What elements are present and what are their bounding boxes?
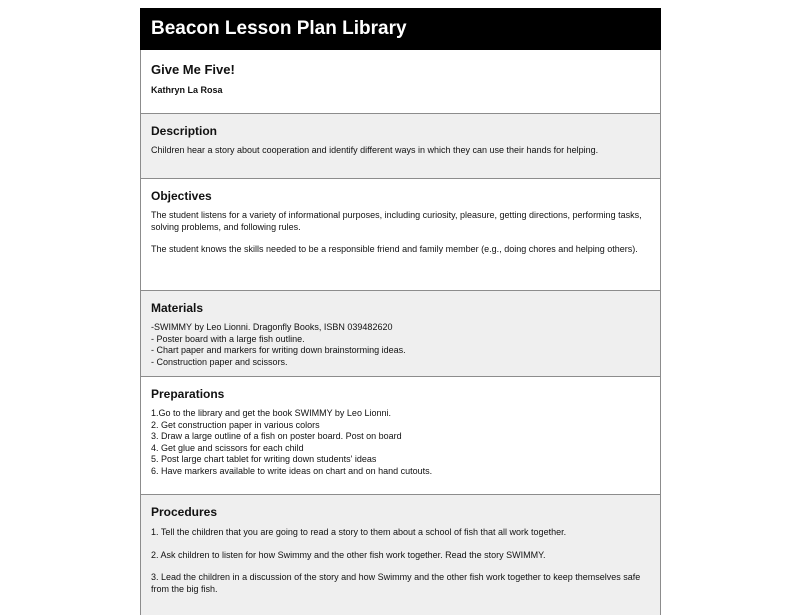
- preparations-heading: Preparations: [151, 387, 225, 401]
- preparations-step: 5. Post large chart tablet for writing down students' ideas: [151, 454, 377, 464]
- procedure-step: 1. Tell the children that you are going to read a story to them about a school of fish that all work together.: [151, 527, 567, 537]
- preparations-step: 6. Have markers available to write ideas on chart and on hand cutouts.: [151, 465, 433, 476]
- preparations-section: [140, 377, 661, 495]
- lesson-author: Kathryn La Rosa: [151, 85, 223, 95]
- description-section: [140, 114, 661, 179]
- description-text: Children hear a story about cooperation and identify different ways in which they can use their hands for helping.: [151, 145, 599, 155]
- preparations-step: 1.Go to the library and get the book SWIMMY by Leo Lionni.: [151, 408, 391, 418]
- preparations-step: 3. Draw a large outline of a fish on poster board. Post on board: [151, 431, 402, 441]
- materials-item: -SWIMMY by Leo Lionni. Dragonfly Books, ISBN 039482620: [151, 322, 393, 332]
- objective-paragraph: The student listens for a variety of informational purposes, including curiosity, pleasure, getting directions, performing tasks, solving problems, and following rules.: [151, 210, 642, 232]
- lesson-title: Give Me Five!: [151, 62, 235, 77]
- objectives-section: [140, 179, 661, 291]
- lesson-plan-page: [140, 8, 661, 615]
- lesson-title-section: [140, 50, 661, 114]
- procedures-heading: Procedures: [151, 505, 218, 519]
- preparations-step: 4. Get glue and scissors for each child: [151, 442, 304, 453]
- objectives-heading: Objectives: [151, 189, 212, 203]
- description-heading: Description: [151, 124, 218, 138]
- materials-section: [140, 291, 661, 377]
- procedure-step: 3. Lead the children in a discussion of the story and how Swimmy and the other fish work together to keep themselves safe from the big fish.: [151, 572, 641, 594]
- materials-item: - Construction paper and scissors.: [151, 356, 288, 367]
- procedures-section: [140, 495, 661, 615]
- materials-item: - Chart paper and markers for writing down brainstorming ideas.: [151, 345, 406, 355]
- preparations-step: 2. Get construction paper in various colors: [151, 419, 320, 430]
- materials-heading: Materials: [151, 301, 204, 315]
- site-title: Beacon Lesson Plan Library: [151, 18, 407, 39]
- materials-item: - Poster board with a large fish outline.: [151, 333, 305, 344]
- objective-paragraph: The student knows the skills needed to be a responsible friend and family member (e.g., doing chores and helping others).: [151, 244, 638, 254]
- site-header: [140, 8, 661, 50]
- procedure-step: 2. Ask children to listen for how Swimmy and the other fish work together. Read the story SWIMMY.: [151, 549, 546, 560]
